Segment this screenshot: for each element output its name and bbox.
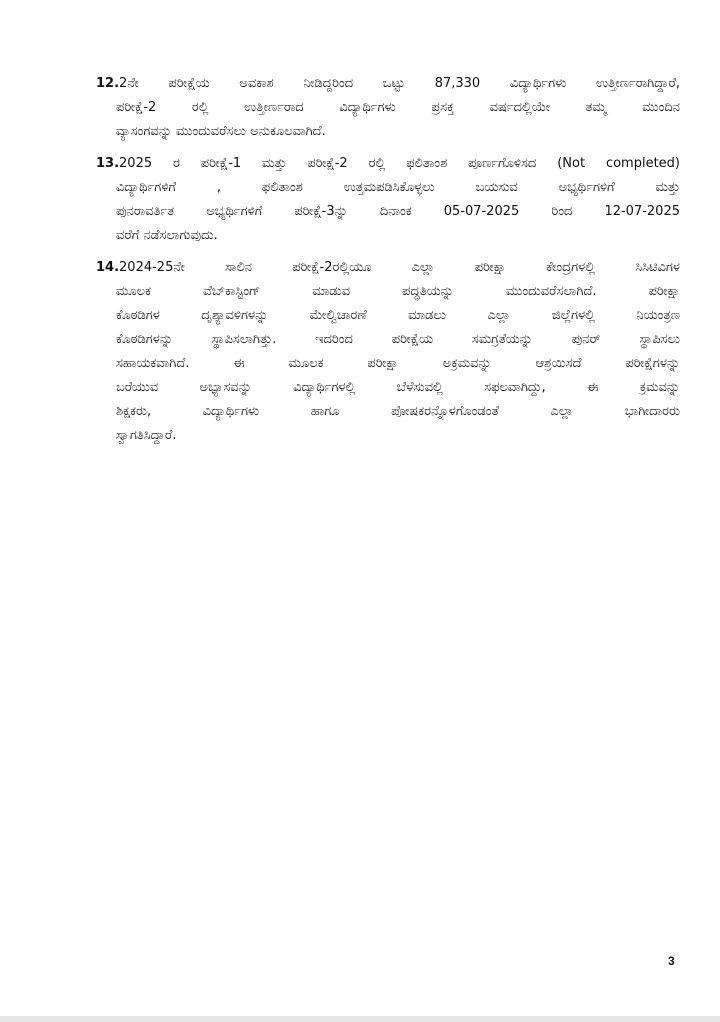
item-number: 12.	[96, 76, 120, 91]
item-number: 14.	[96, 260, 120, 275]
item-text: ಸ್ವಾಗತಿಸಿದ್ದಾರೆ.	[116, 428, 177, 443]
item-line	[96, 72, 680, 96]
item-text: ಬರೆಯುವ ಅಭ್ಯಾಸವನ್ನು ವಿದ್ಯಾರ್ಥಿಗಳಲ್ಲಿ ಬೆಳೆಸುವಲ್ಲಿ ಸಫಲವಾಗಿದ್ದು, ಈ ಕ್ರಮವನ್ನು	[116, 380, 680, 395]
page-bottom-edge	[0, 1016, 720, 1022]
item-text: ವಿದ್ಯಾರ್ಥಿಗಳಿಗೆ , ಫಲಿತಾಂಶ ಉತ್ತಮಪಡಿಸಿಕೊಳ್ಳಲು ಬಯಸುವ ಅಭ್ಯರ್ಥಿಗಳಿಗೆ ಮತ್ತು	[116, 180, 680, 195]
item-text: ವ್ಯಾಸಂಗವನ್ನು ಮುಂದುವರೆಸಲು ಅನುಕೂಲವಾಗಿದೆ.	[116, 124, 326, 139]
item-number: 13.	[96, 156, 120, 171]
list-item-13	[96, 152, 680, 248]
item-line	[96, 152, 680, 176]
item-text: 2024-25ನೇ ಸಾಲಿನ ಪರೀಕ್ಷೆ-2ರಲ್ಲಿಯೂ ಎಲ್ಲಾ ಪರೀಕ್ಷಾ ಕೇಂದ್ರಗಳಲ್ಲಿ ಸಿಸಿಟಿವಿಗಳ	[119, 260, 680, 275]
item-text: ಸಹಾಯಕವಾಗಿದೆ. ಈ ಮೂಲಕ ಪರೀಕ್ಷಾ ಅಕ್ರಮವನ್ನು ಆಶ್ರಯಿಸದೆ ಪರೀಕ್ಷೆಗಳನ್ನು	[116, 356, 680, 371]
item-text: ವರೆಗೆ ನಡೆಸಲಾಗುವುದು.	[116, 228, 218, 243]
item-text: ಪರೀಕ್ಷೆ-2 ರಲ್ಲಿ ಉತ್ತೀರ್ಣರಾದ ವಿದ್ಯಾರ್ಥಿಗಳು ಪ್ರಸಕ್ತ ವರ್ಷದಲ್ಲಿಯೇ ತಮ್ಮ ಮುಂದಿನ	[116, 100, 680, 115]
page-number: 3	[668, 954, 675, 968]
item-text: ಕೊಠಡಿಗಳನ್ನು ಸ್ಥಾಪಿಸಲಾಗಿತ್ತು. ಇದರಿಂದ ಪರೀಕ್ಷೆಯ ಸಮಗ್ರತೆಯನ್ನು ಪುನರ್ ಸ್ಥಾಪಿಸಲು	[116, 332, 680, 347]
item-text: ಪುನರಾವರ್ತಿತ ಅಭ್ಯರ್ಥಿಗಳಿಗೆ ಪರೀಕ್ಷೆ-3ನ್ನು ದಿನಾಂಕ 05-07-2025 ರಿಂದ 12-07-2025	[116, 204, 680, 219]
list-item-12	[96, 72, 680, 144]
item-text: ಶಿಕ್ಷಕರು, ವಿದ್ಯಾರ್ಥಿಗಳು ಹಾಗೂ ಪೋಷಕರನ್ನೊಳಗೊಂಡಂತೆ ಎಲ್ಲಾ ಭಾಗೀದಾರರು	[116, 404, 680, 419]
item-text: ಕೊಠಡಿಗಳ ದೃಶ್ಯಾವಳಿಗಳನ್ನು ಮೇಲ್ವಿಚಾರಣೆ ಮಾಡಲು ಎಲ್ಲಾ ಜಿಲ್ಲೆಗಳಲ್ಲಿ ನಿಯಂತ್ರಣ	[116, 308, 680, 323]
item-line	[96, 256, 680, 280]
list-item-14	[96, 256, 680, 448]
item-text: ಮೂಲಕ ವೆಬ್‌ಕಾಸ್ಟಿಂಗ್ ಮಾಡುವ ಪದ್ಧತಿಯನ್ನು ಮುಂದುವರೆಸಲಾಗಿದೆ. ಪರೀಕ್ಷಾ	[116, 284, 680, 299]
item-text: 2025 ರ ಪರೀಕ್ಷೆ-1 ಮತ್ತು ಪರೀಕ್ಷೆ-2 ರಲ್ಲಿ ಫಲಿತಾಂಶ ಪೂರ್ಣಗೊಳಿಸದ (Not completed)	[119, 156, 680, 171]
item-text: 2ನೇ ಪರೀಕ್ಷೆಯ ಅವಕಾಶ ನೀಡಿದ್ದರಿಂದ ಒಟ್ಟು 87,330 ವಿದ್ಯಾರ್ಥಿಗಳು ಉತ್ತೀರ್ಣರಾಗಿದ್ದಾರೆ,	[119, 76, 680, 91]
